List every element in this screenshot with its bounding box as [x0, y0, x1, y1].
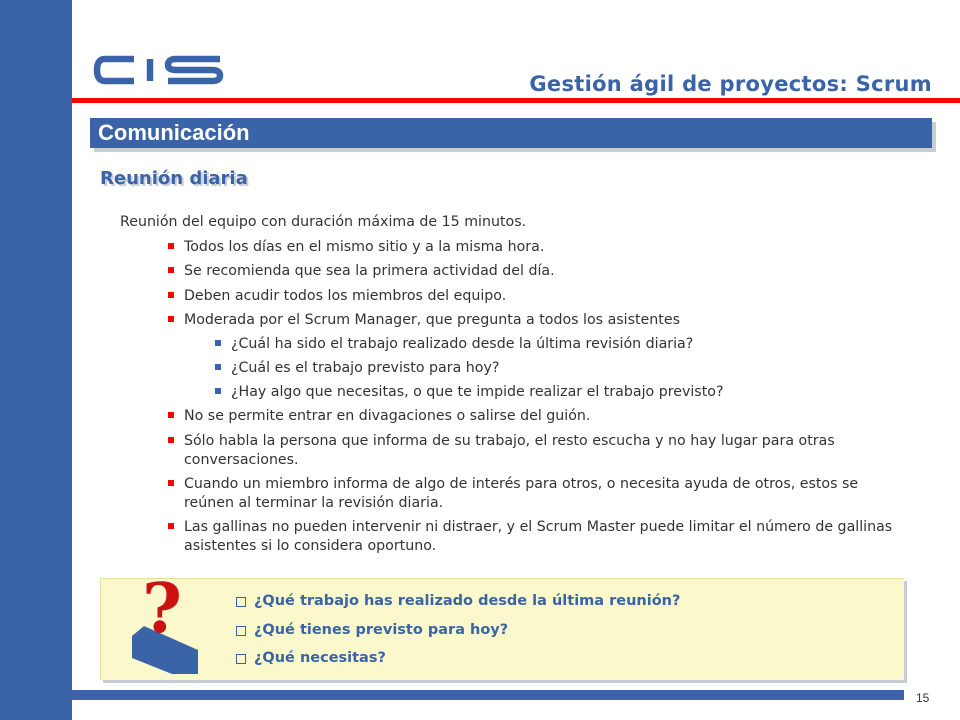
bullet-item: [184, 262, 904, 281]
square-bullet-icon: [168, 437, 174, 443]
square-bullet-icon: [215, 364, 221, 370]
bullet-text: Sólo habla la persona que informa de su trabajo, el resto escucha y no hay lugar para otras conversaciones.: [184, 433, 835, 468]
bullet-item: [184, 287, 904, 306]
bullet-text: Las gallinas no pueden intervenir ni distraer, y el Scrum Master puede limitar el número de gallinas asistentes si lo considera oportuno.: [184, 519, 893, 554]
bullet-text: Cuando un miembro informa de algo de interés para otros, o necesita ayuda de otros, estos se reúnen al terminar la revisión diaria.: [184, 476, 859, 511]
square-bullet-icon: [168, 523, 174, 529]
bullet-item: [184, 407, 904, 426]
square-bullet-icon: [215, 388, 221, 394]
question-text: ¿Qué tienes previsto para hoy?: [254, 622, 509, 638]
header-divider: [72, 98, 960, 103]
document-title: Gestión ágil de proyectos: Scrum: [529, 72, 932, 96]
section-header-bar: [90, 118, 932, 148]
checkbox-icon: [236, 597, 246, 607]
bullet-text: Se recomienda que sea la primera actividad del día.: [184, 263, 555, 279]
sub-bullet-item: [231, 359, 891, 378]
bullet-text: ¿Cuál es el trabajo previsto para hoy?: [231, 360, 500, 376]
sub-bullet-item: [231, 383, 891, 402]
bullet-text: ¿Hay algo que necesitas, o que te impide realizar el trabajo previsto?: [231, 384, 724, 400]
question-item: [254, 650, 386, 666]
checkbox-icon: [236, 626, 246, 636]
question-text: ¿Qué trabajo has realizado desde la última reunión?: [254, 593, 681, 609]
subsection-title: Reunión diaria: [100, 168, 248, 189]
square-bullet-icon: [168, 267, 174, 273]
section-title: Comunicación: [98, 120, 250, 145]
bullet-item: [184, 475, 904, 513]
question-mark-icon: [126, 566, 204, 680]
question-item: [254, 593, 680, 609]
bullet-item: [184, 311, 904, 330]
bullet-text: ¿Cuál ha sido el trabajo realizado desde la última revisión diaria?: [231, 336, 694, 352]
left-sidebar-band: [0, 0, 72, 720]
square-bullet-icon: [168, 243, 174, 249]
square-bullet-icon: [215, 340, 221, 346]
square-bullet-icon: [168, 480, 174, 486]
intro-text: Reunión del equipo con duración máxima de 15 minutos.: [120, 214, 527, 230]
question-item: [254, 622, 508, 638]
checkbox-icon: [236, 654, 246, 664]
bullet-text: Moderada por el Scrum Manager, que pregunta a todos los asistentes: [184, 312, 680, 328]
bullet-item: [184, 238, 904, 257]
question-text: ¿Qué necesitas?: [254, 650, 386, 666]
square-bullet-icon: [168, 412, 174, 418]
bullet-item: [184, 518, 904, 556]
bullet-item: [184, 432, 904, 470]
cis-logo: [92, 50, 226, 90]
sub-bullet-item: [231, 335, 891, 354]
page-number: 15: [916, 691, 930, 705]
footer-bar: [72, 690, 904, 700]
square-bullet-icon: [168, 292, 174, 298]
svg-text:?: ?: [142, 569, 182, 649]
bullet-text: Deben acudir todos los miembros del equipo.: [184, 288, 507, 304]
bullet-text: Todos los días en el mismo sitio y a la misma hora.: [184, 239, 545, 255]
square-bullet-icon: [168, 316, 174, 322]
bullet-text: No se permite entrar en divagaciones o salirse del guión.: [184, 408, 591, 424]
